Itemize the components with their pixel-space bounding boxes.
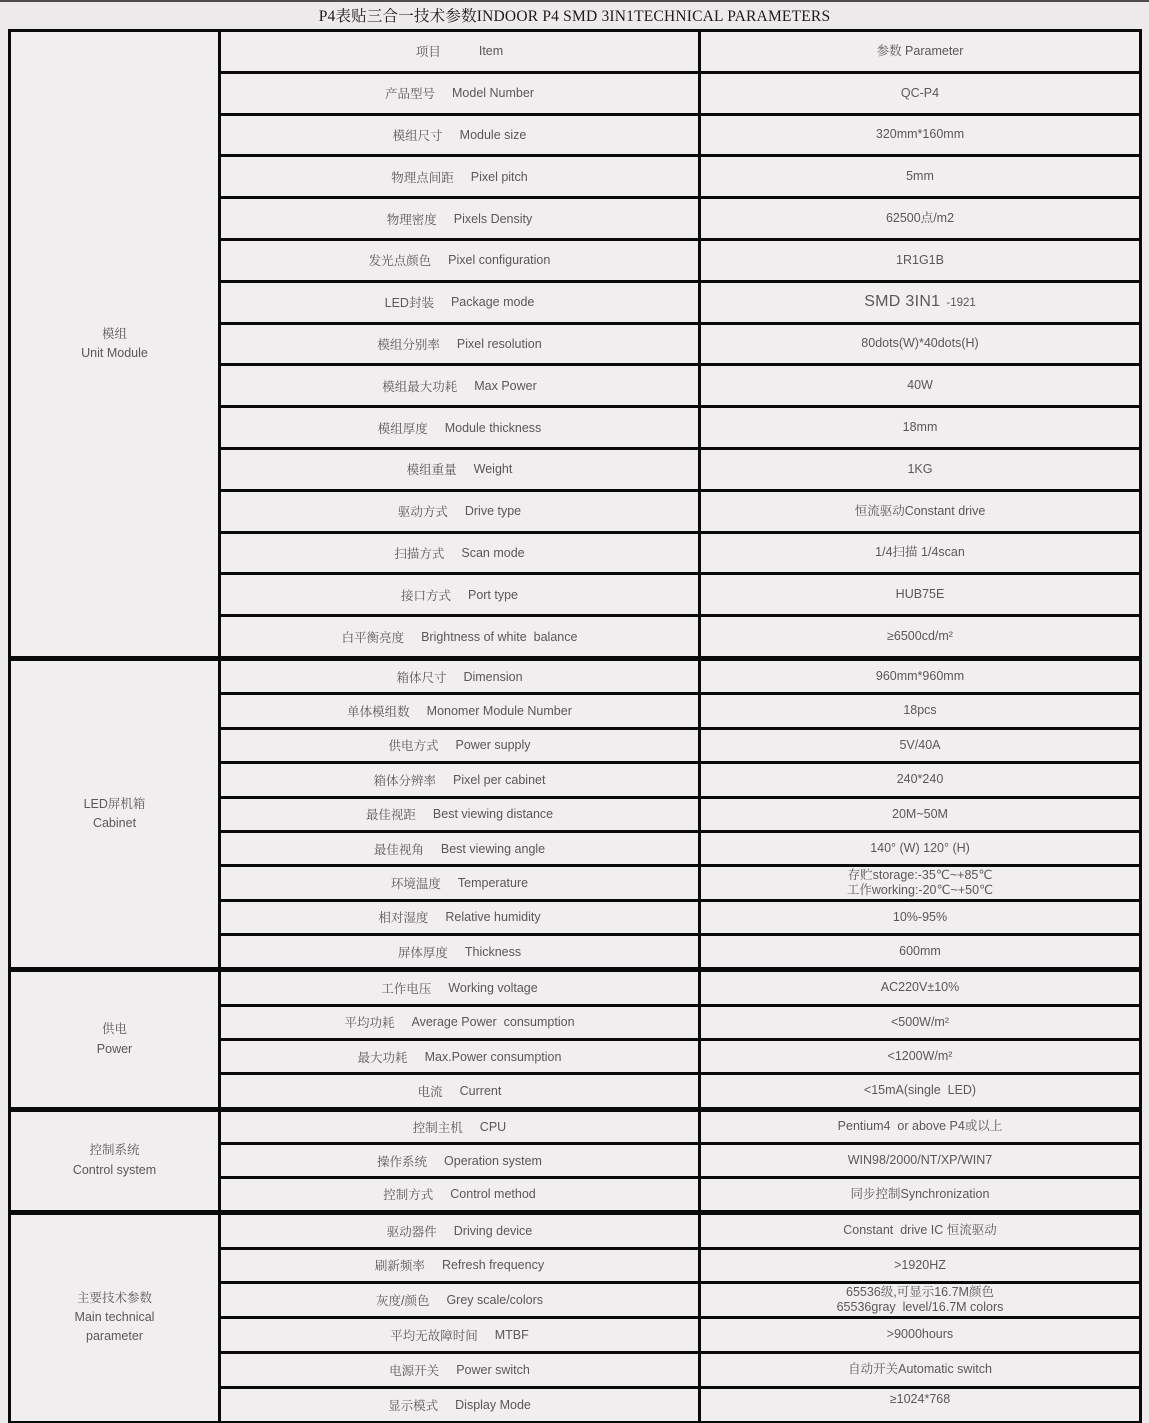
item-label-en: Thickness xyxy=(464,944,522,959)
value-line xyxy=(887,629,953,644)
item-label-zh: 物理密度 xyxy=(386,212,437,227)
value-text: 65536级,可显示16.7M颜色 xyxy=(846,1284,994,1299)
item-label-en: Average Power consumption xyxy=(411,1015,575,1030)
value-line xyxy=(907,378,933,393)
group-label-line: LED屏机箱 xyxy=(83,796,146,811)
value-text: <15mA(single LED) xyxy=(863,1083,977,1098)
item-cell xyxy=(221,617,698,656)
value-line xyxy=(876,669,964,684)
section-unit-module xyxy=(11,32,1139,656)
value-text: Pentium4 or above P4或以上 xyxy=(837,1119,1003,1134)
value-cell xyxy=(701,283,1139,322)
item-label-zh: 箱体分辨率 xyxy=(373,773,437,788)
value-text: 1/4扫描 1/4scan xyxy=(875,545,965,560)
item-label-en: Grey scale/colors xyxy=(446,1293,544,1308)
item-label-en: Driving device xyxy=(453,1223,533,1238)
item-cell xyxy=(221,661,698,692)
item-cell xyxy=(221,157,698,196)
value-line xyxy=(864,292,976,312)
value-text: 1R1G1B xyxy=(896,252,944,267)
item-cell xyxy=(221,283,698,322)
item-label-zh: 环境温度 xyxy=(390,876,441,891)
item-label-zh: 发光点颜色 xyxy=(368,254,432,269)
group-cell-unit-module xyxy=(11,32,218,656)
item-label-en: Operation system xyxy=(444,1153,542,1168)
value-line xyxy=(864,1083,976,1098)
value-text: 140° (W) 120° (H) xyxy=(870,840,970,855)
value-cell xyxy=(701,325,1139,364)
item-label-zh: 电流 xyxy=(417,1085,443,1099)
item-cell xyxy=(221,1319,698,1351)
item-label-zh: 项目 xyxy=(415,45,441,60)
section-power xyxy=(11,972,1139,1106)
item-label-zh: 控制方式 xyxy=(383,1188,434,1203)
item-label-en: Pixel configuration xyxy=(448,253,551,268)
value-line xyxy=(848,868,993,883)
item-label-zh: 驱动方式 xyxy=(397,505,448,520)
value-cell xyxy=(701,32,1139,71)
item-label-en: Temperature xyxy=(457,875,529,890)
item-cell xyxy=(221,833,698,864)
value-line xyxy=(848,1153,993,1168)
value-line xyxy=(907,462,932,477)
item-label-en: Refresh frequency xyxy=(441,1258,545,1273)
item-cell xyxy=(221,1284,698,1316)
item-label-en: Module thickness xyxy=(444,420,542,435)
item-cell xyxy=(221,575,698,614)
item-label-en: Working voltage xyxy=(448,981,538,996)
item-cell xyxy=(221,1145,698,1176)
item-label-en: Relative humidity xyxy=(445,910,541,925)
item-label-en: Port type xyxy=(467,587,519,602)
value-text: <1200W/m² xyxy=(887,1049,953,1064)
value-text: 同步控制Synchronization xyxy=(850,1186,990,1201)
item-label-en: Current xyxy=(459,1084,502,1098)
value-line xyxy=(888,1049,953,1064)
value-line xyxy=(906,169,934,184)
value-line xyxy=(843,1223,997,1238)
value-text: 240*240 xyxy=(896,772,944,787)
group-label-line: Control system xyxy=(72,1162,157,1177)
value-text: QC-P4 xyxy=(900,85,940,100)
item-cell xyxy=(221,32,698,71)
item-cell xyxy=(221,902,698,933)
value-text: 600mm xyxy=(899,944,941,959)
value-cell xyxy=(701,1215,1139,1247)
item-label-zh: 模组尺寸 xyxy=(392,128,443,143)
section-control-system xyxy=(11,1112,1139,1210)
value-cell xyxy=(701,1284,1139,1316)
value-cell xyxy=(701,1145,1139,1176)
value-cell xyxy=(701,534,1139,573)
value-text: 10%-95% xyxy=(892,909,948,924)
value-line xyxy=(896,253,944,268)
value-line xyxy=(838,1119,1003,1134)
value-cell xyxy=(701,972,1139,1003)
value-cell xyxy=(701,408,1139,447)
value-cell xyxy=(701,730,1139,761)
item-label-en: Scan mode xyxy=(461,545,525,560)
item-cell xyxy=(221,695,698,726)
item-cell xyxy=(221,972,698,1003)
item-cell xyxy=(221,1075,698,1106)
value-line xyxy=(876,127,964,142)
value-line xyxy=(846,1285,994,1300)
group-label-line: Power xyxy=(96,1041,133,1056)
value-cell xyxy=(701,764,1139,795)
item-cell xyxy=(221,799,698,830)
item-label-zh: 平均无故障时间 xyxy=(390,1329,478,1343)
item-label-zh: 模组厚度 xyxy=(377,421,428,436)
item-label-zh: 电源开关 xyxy=(389,1363,440,1378)
item-label-en: Dimension xyxy=(463,669,523,684)
item-label-zh: 模组最大功耗 xyxy=(382,379,458,394)
value-cell xyxy=(701,74,1139,113)
item-cell xyxy=(221,730,698,761)
item-label-zh: 工作电压 xyxy=(381,982,432,997)
value-cell xyxy=(701,1319,1139,1351)
item-cell xyxy=(221,325,698,364)
item-cell xyxy=(221,1215,698,1247)
item-label-zh: 平均功耗 xyxy=(344,1016,395,1031)
value-text: 40W xyxy=(907,378,933,393)
item-label-en: Best viewing angle xyxy=(440,841,546,856)
value-line xyxy=(886,211,954,226)
value-text: ≥1024*768 xyxy=(889,1391,951,1406)
item-label-en: Max.Power consumption xyxy=(424,1049,562,1064)
parameters-table xyxy=(8,29,1142,1423)
value-cell xyxy=(701,1075,1139,1106)
item-label-zh: 物理点间距 xyxy=(391,170,454,185)
item-label-zh: 供电方式 xyxy=(388,739,439,754)
group-label-line: 控制系统 xyxy=(89,1143,140,1158)
item-label-zh: 最大功耗 xyxy=(357,1050,408,1065)
item-cell xyxy=(221,241,698,280)
section-cabinet xyxy=(11,661,1139,968)
item-cell xyxy=(221,936,698,967)
group-cell-main-technical-parameter xyxy=(11,1215,218,1421)
item-label-en: Best viewing distance xyxy=(432,807,554,822)
group-label-line: Cabinet xyxy=(92,816,137,831)
value-line xyxy=(894,1258,946,1273)
value-cell xyxy=(701,661,1139,692)
value-cell xyxy=(701,450,1139,489)
item-label-en: CPU xyxy=(479,1120,507,1134)
item-label-en: Package mode xyxy=(450,295,535,310)
item-label-en: Power switch xyxy=(456,1362,530,1377)
item-cell xyxy=(221,408,698,447)
item-cell xyxy=(221,116,698,155)
item-label-zh: 控制主机 xyxy=(412,1121,463,1135)
value-text: ≥6500cd/m² xyxy=(887,628,953,643)
value-text: 恒流驱动Constant drive xyxy=(854,503,986,518)
item-cell xyxy=(221,1007,698,1038)
value-cell xyxy=(701,1354,1139,1386)
item-label-zh: 白平衡亮度 xyxy=(341,630,405,645)
group-label-line: 供电 xyxy=(101,1022,127,1037)
value-text-line2: 65536gray level/16.7M colors xyxy=(836,1300,1004,1315)
item-label-zh: 屏体厚度 xyxy=(397,945,448,960)
item-cell xyxy=(221,1041,698,1072)
item-label-en: Pixel pitch xyxy=(470,169,528,184)
value-line-2 xyxy=(837,1300,1004,1315)
item-cell xyxy=(221,74,698,113)
value-text: 自动开关Automatic switch xyxy=(848,1362,992,1377)
item-label-zh: 接口方式 xyxy=(400,588,451,603)
value-cell xyxy=(701,833,1139,864)
value-text: 960mm*960mm xyxy=(875,669,965,684)
value-line xyxy=(877,44,964,59)
value-cell xyxy=(701,1041,1139,1072)
value-cell xyxy=(701,1179,1139,1210)
group-cell-cabinet xyxy=(11,661,218,968)
value-line xyxy=(893,910,947,925)
item-label-zh: 驱动器件 xyxy=(386,1224,437,1239)
item-cell xyxy=(221,1112,698,1143)
value-cell xyxy=(701,867,1139,898)
item-label-zh: 最佳视距 xyxy=(365,808,416,823)
value-suffix: -1921 xyxy=(946,297,976,310)
item-label-en: Monomer Module Number xyxy=(426,704,572,719)
value-cell xyxy=(701,1250,1139,1282)
item-label-en: Pixel per cabinet xyxy=(453,772,546,787)
item-cell xyxy=(221,764,698,795)
value-line xyxy=(861,336,978,351)
group-cell-power xyxy=(11,972,218,1106)
value-text: 5V/40A xyxy=(899,737,941,752)
value-line xyxy=(887,1327,953,1342)
item-label-en: Module size xyxy=(459,127,527,142)
item-label-en: Drive type xyxy=(464,504,522,519)
item-label-en: Model Number xyxy=(452,86,534,101)
item-cell xyxy=(221,492,698,531)
value-text: 存贮storage:-35℃~+85℃ xyxy=(847,867,993,882)
value-line xyxy=(903,703,936,718)
value-cell xyxy=(701,1007,1139,1038)
item-label-en: Item xyxy=(478,44,504,59)
value-line xyxy=(848,1362,992,1377)
group-label-line: Main technical xyxy=(74,1309,155,1324)
value-cell xyxy=(701,492,1139,531)
value-cell xyxy=(701,799,1139,830)
value-cell xyxy=(701,157,1139,196)
value-line xyxy=(881,980,959,995)
value-text: Constant drive IC 恒流驱动 xyxy=(843,1222,997,1237)
item-label-zh: LED封装 xyxy=(384,296,434,311)
item-label-en: MTBF xyxy=(494,1328,529,1342)
item-label-zh: 灰度/颜色 xyxy=(375,1294,430,1309)
value-cell xyxy=(701,1389,1139,1421)
page-title: P4表贴三合一技术参数INDOOR P4 SMD 3IN1TECHNICAL PARAMETERS xyxy=(318,8,831,25)
value-line xyxy=(851,1187,990,1202)
item-label-zh: 扫描方式 xyxy=(394,546,445,561)
value-line xyxy=(903,420,938,435)
value-line xyxy=(896,587,945,602)
group-label-line: parameter xyxy=(86,1329,143,1344)
value-text: >1920HZ xyxy=(894,1257,946,1272)
value-text: <500W/m² xyxy=(890,1014,949,1029)
value-text: SMD 3IN1 xyxy=(864,293,941,311)
item-cell xyxy=(221,1354,698,1386)
value-line xyxy=(901,86,939,101)
value-line xyxy=(875,545,965,560)
value-line xyxy=(899,738,940,753)
item-label-zh: 产品型号 xyxy=(385,87,436,102)
item-cell xyxy=(221,867,698,898)
item-label-en: Pixel resolution xyxy=(456,336,542,351)
value-cell xyxy=(701,366,1139,405)
value-line xyxy=(897,772,944,787)
item-cell xyxy=(221,1389,698,1421)
value-line xyxy=(870,841,970,856)
item-cell xyxy=(221,1250,698,1282)
value-line xyxy=(891,1015,949,1030)
group-cell-control-system xyxy=(11,1112,218,1210)
value-line xyxy=(890,1392,950,1407)
value-cell xyxy=(701,575,1139,614)
item-label-zh: 单体模组数 xyxy=(347,705,410,720)
value-cell xyxy=(701,936,1139,967)
value-line xyxy=(892,807,948,822)
group-label-line: Unit Module xyxy=(81,345,148,360)
item-cell xyxy=(221,199,698,238)
value-text: 320mm*160mm xyxy=(875,127,965,142)
item-label-en: Display Mode xyxy=(455,1397,531,1412)
section-main-technical-parameter xyxy=(11,1215,1139,1421)
value-text: 80dots(W)*40dots(H) xyxy=(861,336,979,351)
value-text: 20M~50M xyxy=(892,806,948,821)
value-line xyxy=(899,944,941,959)
value-text: 5mm xyxy=(906,169,934,184)
value-text: >9000hours xyxy=(886,1327,954,1342)
value-cell xyxy=(701,1112,1139,1143)
value-text: HUB75E xyxy=(895,587,945,602)
value-cell xyxy=(701,695,1139,726)
item-label-zh: 模组重量 xyxy=(406,463,457,478)
value-cell xyxy=(701,241,1139,280)
value-text: 62500点/m2 xyxy=(885,210,955,225)
value-cell xyxy=(701,116,1139,155)
value-text: 参数 Parameter xyxy=(876,43,964,58)
item-label-en: Pixels Density xyxy=(453,211,533,226)
item-label-en: Brightness of white balance xyxy=(421,629,578,644)
value-text: 1KG xyxy=(907,461,933,476)
value-text: AC220V±10% xyxy=(880,980,960,995)
value-text-line2: 工作working:-20℃~+50℃ xyxy=(846,882,994,897)
item-label-zh: 显示模式 xyxy=(388,1398,439,1413)
value-line xyxy=(855,504,986,519)
value-cell xyxy=(701,902,1139,933)
item-label-en: Max Power xyxy=(474,378,537,393)
group-label-line: 主要技术参数 xyxy=(76,1290,152,1305)
value-text: 18pcs xyxy=(903,703,937,718)
item-label-zh: 相对湿度 xyxy=(378,911,429,926)
item-cell xyxy=(221,366,698,405)
item-label-en: Control method xyxy=(450,1187,536,1202)
item-label-zh: 操作系统 xyxy=(377,1154,428,1169)
value-text: 18mm xyxy=(902,419,938,434)
item-label-en: Power supply xyxy=(455,738,531,753)
value-cell xyxy=(701,617,1139,656)
value-text: WIN98/2000/NT/XP/WIN7 xyxy=(847,1153,993,1168)
item-label-zh: 最佳视角 xyxy=(373,842,424,857)
item-cell xyxy=(221,1179,698,1210)
item-cell xyxy=(221,534,698,573)
value-cell xyxy=(701,199,1139,238)
value-line-2 xyxy=(847,883,993,898)
group-label-line: 模组 xyxy=(101,326,127,341)
item-cell xyxy=(221,450,698,489)
item-label-zh: 刷新频率 xyxy=(374,1259,425,1274)
item-label-zh: 箱体尺寸 xyxy=(396,670,447,685)
item-label-en: Weight xyxy=(473,462,513,477)
item-label-zh: 模组分别率 xyxy=(377,337,440,352)
